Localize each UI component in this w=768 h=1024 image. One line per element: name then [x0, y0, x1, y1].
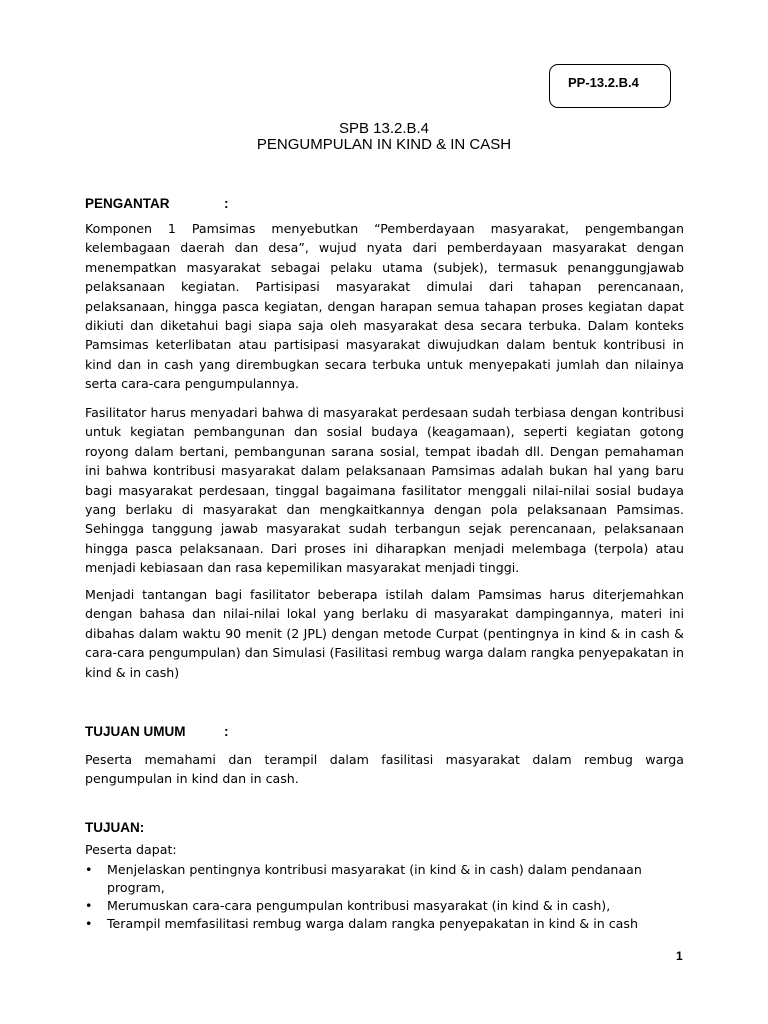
list-item-text: Merumuskan cara-cara pengumpulan kontribusi masyarakat (in kind & in cash),: [107, 898, 611, 913]
heading-pengantar: PENGANTAR: [85, 196, 170, 211]
bullet-icon: •: [85, 862, 93, 877]
heading-pengantar-colon: :: [224, 196, 229, 211]
tujuan-list: [85, 861, 685, 933]
bullet-icon: •: [85, 898, 93, 913]
document-title-line1: SPB 13.2.B.4: [338, 120, 430, 137]
heading-tujuan-umum-colon: :: [224, 724, 229, 739]
list-item: [85, 915, 685, 933]
pengantar-paragraph-1: Komponen 1 Pamsimas menyebutkan “Pemberdayaan masyarakat, pengembangan kelembagaan daerah dan desa”, wujud nyata dari pemberdayaan masyarakat dengan menempatkan masyarakat sebagai pelaku utama (subjek), termasuk penanggungjawab pelaksanaan kegiatan. Partisipasi masyarakat dimulai dari tahapan perencanaan, pelaksanaan, hingga pasca kegiatan, dengan harapan semua tahapan proses kegiatan dapat dikiuti dan diketahui bagi siapa saja oleh masyarakat desa secara terbuka. Dalam konteks Pamsimas keterlibatan atau partisipasi masyarakat diwujudkan dalam bentuk kontribusi in kind dan in cash yang dirembugkan secara terbuka untuk menyepakati jumlah dan nilainya serta cara-cara pengumpulannya.: [85, 221, 684, 392]
pengantar-paragraph-2: Fasilitator harus menyadari bahwa di masyarakat perdesaan sudah terbiasa dengan kontribusi untuk kegiatan pembangunan dan sosial budaya (keagamaan), seperti kegiatan gotong royong dalam bertani, pembangunan sarana sosial, tempat ibadah dll. Dengan pemahaman ini bahwa kontribusi masyarakat dalam pelaksanaan Pamsimas adalah bukan hal yang baru bagi masyarakat perdesaan, tinggal bagaimana fasilitator menggali nilai-nilai sosial budaya yang berlaku di masyarakat dan mengkaitkannya dengan pola pelaksanaan Pamsimas. Sehingga tanggung jawab masyarakat sudah terbangun sejak perencanaan, pelaksanaan hingga pasca pelaksanaan. Dari proses ini diharapkan menjadi melembaga (terpola) atau menjadi kebiasaan dan rasa kepemilikan masyarakat menjadi tinggi.: [85, 405, 684, 576]
document-code-box: [549, 64, 671, 108]
list-item-text: Menjelaskan pentingnya kontribusi masyarakat (in kind & in cash) dalam pendanaan program,: [107, 862, 642, 895]
tujuan-umum-text: Peserta memahami dan terampil dalam fasilitasi masyarakat dalam rembug warga pengumpulan in kind dan in cash.: [85, 752, 684, 787]
pengantar-paragraph-3: Menjadi tantangan bagi fasilitator beberapa istilah dalam Pamsimas harus diterjemahkan dengan bahasa dan nilai-nilai lokal yang berlaku di masyarakat dampingannya, materi ini dibahas dalam waktu 90 menit (2 JPL) dengan metode Curpat (pentingnya in kind & in cash & cara-cara pengumpulan) dan Simulasi (Fasilitasi rembug warga dalam rangka penyepakatan in kind & in cash): [85, 587, 684, 680]
document-code: PP-13.2.B.4: [568, 75, 639, 90]
list-item: [85, 897, 685, 915]
bullet-icon: •: [85, 916, 93, 931]
heading-tujuan: TUJUAN:: [85, 820, 145, 835]
list-item: [85, 861, 685, 897]
tujuan-intro: Peserta dapat:: [85, 842, 177, 857]
page-number: 1: [676, 949, 683, 963]
heading-tujuan-umum: TUJUAN UMUM: [85, 724, 186, 739]
document-title-line2: PENGUMPULAN IN KIND & IN CASH: [256, 136, 512, 153]
list-item-text: Terampil memfasilitasi rembug warga dalam rangka penyepakatan in kind & in cash: [107, 916, 638, 931]
